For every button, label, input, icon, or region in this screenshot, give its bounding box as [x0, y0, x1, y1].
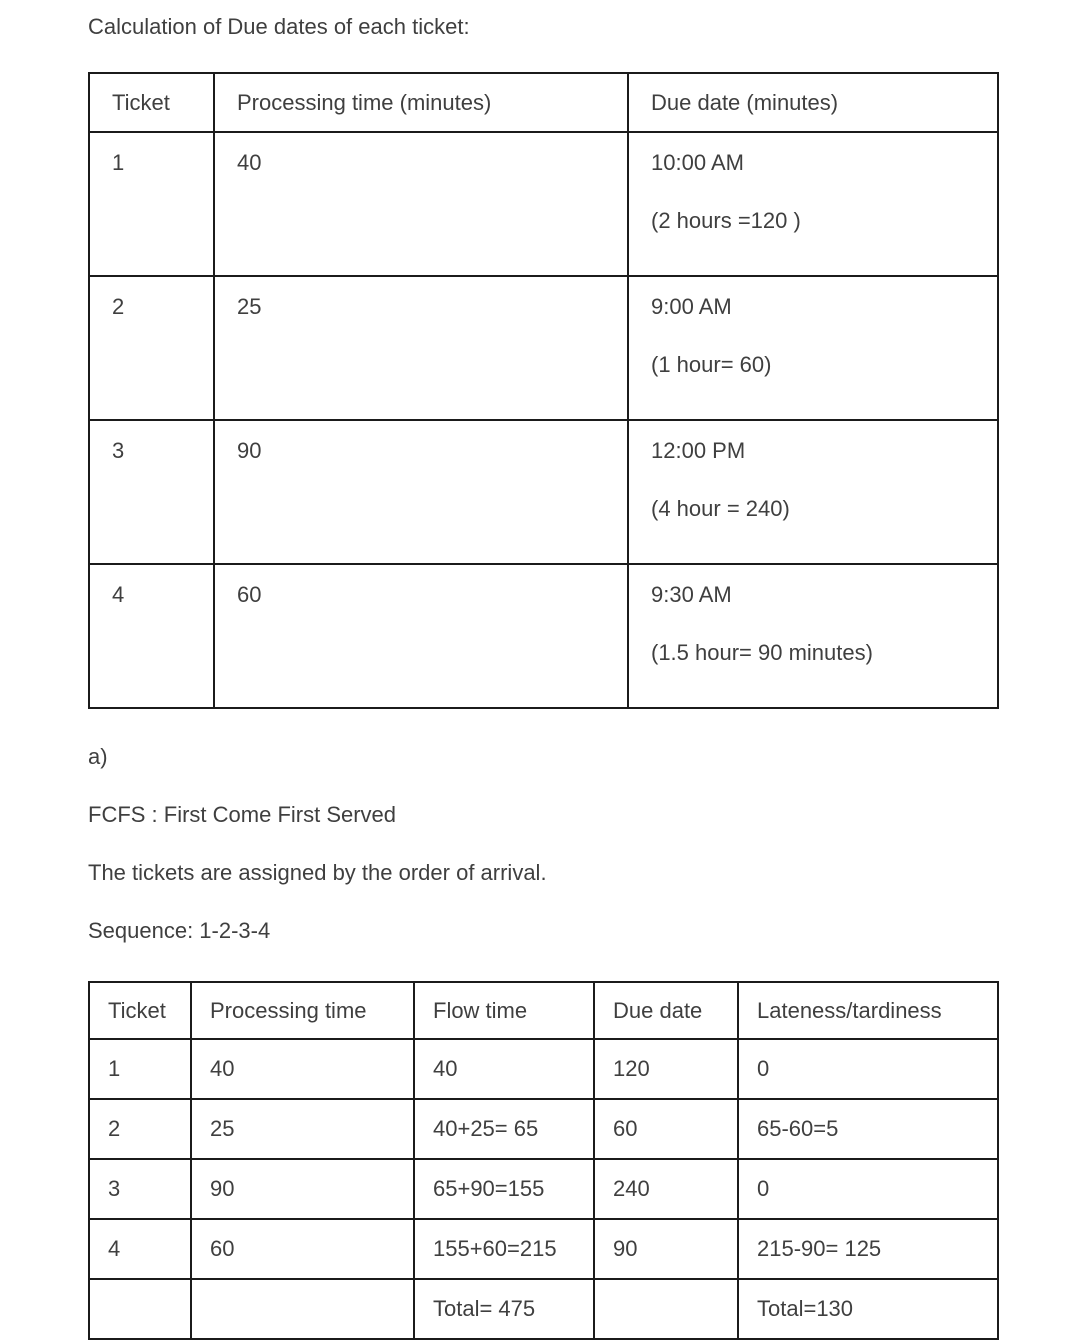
due-date-cell: 120: [594, 1039, 738, 1099]
page-title: Calculation of Due dates of each ticket:: [88, 14, 470, 39]
due-date-cell: [628, 564, 998, 708]
fcfs-heading: FCFS : First Come First Served: [88, 802, 397, 827]
column-header-processing-time: Processing time: [191, 982, 414, 1039]
column-header-due-date: Due date (minutes): [628, 73, 998, 132]
ticket-cell: 2: [89, 276, 214, 420]
ticket-cell: 4: [89, 1219, 191, 1279]
due-date-cell: 240: [594, 1159, 738, 1219]
ticket-cell: 3: [89, 1159, 191, 1219]
processing-time-cell: 60: [191, 1219, 414, 1279]
due-note: (1.5 hour= 90 minutes): [651, 640, 873, 665]
flow-time-cell: 155+60=215: [414, 1219, 594, 1279]
processing-time-cell: 60: [214, 564, 628, 708]
due-time: 12:00 PM: [651, 438, 746, 463]
column-header-ticket: Ticket: [89, 73, 214, 132]
processing-time-cell: 40: [214, 132, 628, 276]
due-note: (1 hour= 60): [651, 352, 772, 377]
flow-time-cell: 65+90=155: [414, 1159, 594, 1219]
table-row: [89, 276, 998, 420]
due-date-cell: [628, 132, 998, 276]
lateness-total-cell: Total=130: [738, 1279, 998, 1339]
due-time: 10:00 AM: [651, 150, 744, 175]
due-time: 9:30 AM: [651, 582, 732, 607]
table-row: [89, 1099, 998, 1159]
due-date-cell: [628, 276, 998, 420]
column-header-processing-time: Processing time (minutes): [214, 73, 628, 132]
flow-time-cell: 40+25= 65: [414, 1099, 594, 1159]
ticket-cell: [89, 1279, 191, 1339]
lateness-cell: 0: [738, 1039, 998, 1099]
table-header-row: [89, 73, 998, 132]
due-note: (2 hours =120 ): [651, 208, 801, 233]
flow-time-cell: 40: [414, 1039, 594, 1099]
column-header-flow-time: Flow time: [414, 982, 594, 1039]
flow-time-total-cell: Total= 475: [414, 1279, 594, 1339]
lateness-cell: 215-90= 125: [738, 1219, 998, 1279]
table-row: [89, 1039, 998, 1099]
processing-time-cell: [191, 1279, 414, 1339]
column-header-lateness: Lateness/tardiness: [738, 982, 998, 1039]
due-dates-table: [88, 72, 999, 709]
processing-time-cell: 25: [191, 1099, 414, 1159]
lateness-cell: 0: [738, 1159, 998, 1219]
processing-time-cell: 25: [214, 276, 628, 420]
column-header-ticket: Ticket: [89, 982, 191, 1039]
due-date-cell: [594, 1279, 738, 1339]
table-header-row: [89, 982, 998, 1039]
table-row: [89, 420, 998, 564]
due-note: (4 hour = 240): [651, 496, 790, 521]
table-row: [89, 1219, 998, 1279]
totals-row: [89, 1279, 998, 1339]
due-time: 9:00 AM: [651, 294, 732, 319]
fcfs-text-block: [88, 744, 1080, 944]
column-header-due-date: Due date: [594, 982, 738, 1039]
fcfs-table: [88, 981, 999, 1340]
ticket-cell: 1: [89, 1039, 191, 1099]
ticket-cell: 1: [89, 132, 214, 276]
fcfs-description: The tickets are assigned by the order of arrival.: [88, 860, 547, 885]
due-date-cell: [628, 420, 998, 564]
table-row: [89, 1159, 998, 1219]
processing-time-cell: 40: [191, 1039, 414, 1099]
due-date-cell: 60: [594, 1099, 738, 1159]
lateness-cell: 65-60=5: [738, 1099, 998, 1159]
ticket-cell: 4: [89, 564, 214, 708]
ticket-cell: 3: [89, 420, 214, 564]
table-row: [89, 564, 998, 708]
processing-time-cell: 90: [191, 1159, 414, 1219]
table-row: [89, 132, 998, 276]
processing-time-cell: 90: [214, 420, 628, 564]
ticket-cell: 2: [89, 1099, 191, 1159]
section-label: a): [88, 744, 108, 769]
due-date-cell: 90: [594, 1219, 738, 1279]
sequence-text: Sequence: 1-2-3-4: [88, 918, 271, 943]
